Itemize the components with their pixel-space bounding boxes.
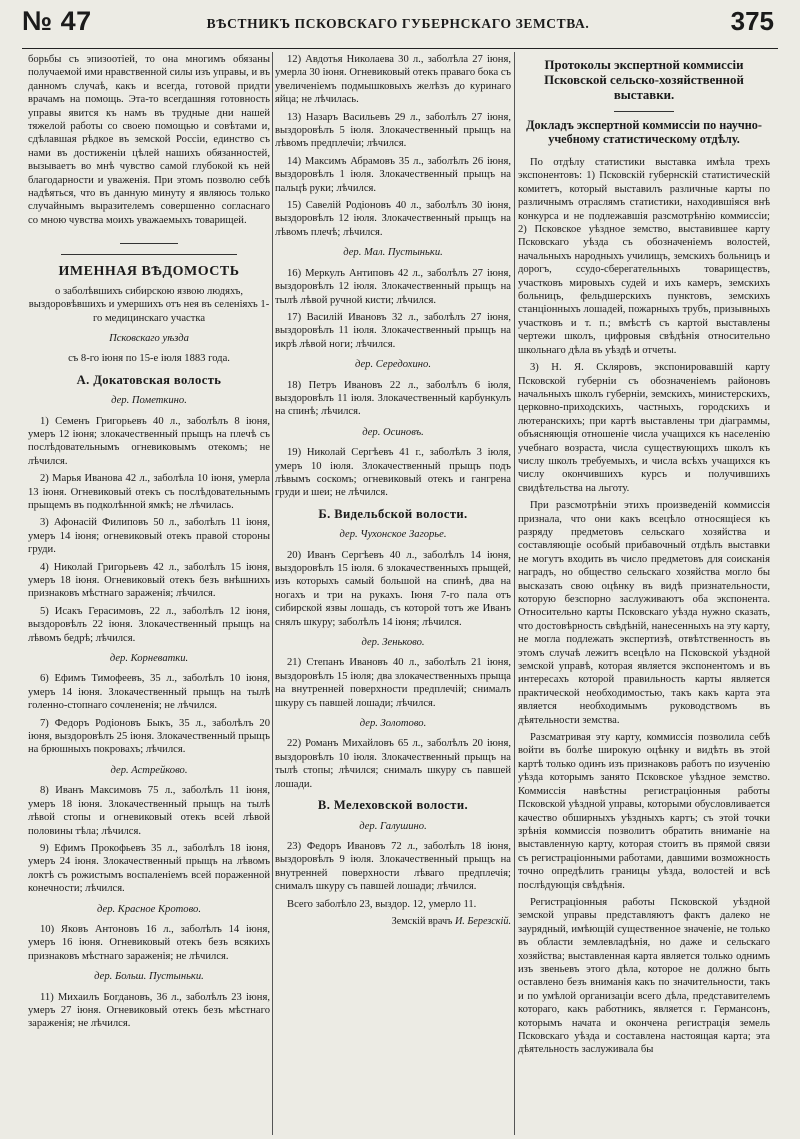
article-title: Протоколы экспертной коммиссіи Псковской сельско-хозяйственной выставки.: [544, 58, 744, 102]
district-label: Псковскаго уѣзда: [109, 332, 189, 344]
case-entry: 1) Семенъ Григорьевъ 40 л., заболѣлъ 8 іюня, умеръ 12 іюня; злокачественный прыщъ на плечѣ съ послѣдовательнымъ огневиковымъ отекомъ; не лѣчился.: [28, 415, 270, 467]
case-entry: 21) Степанъ Ивановъ 40 л., заболѣлъ 21 іюня, выздоровѣлъ 15 іюля; два злокачественныхъ прыща на внутренней поверхности предплечій; снималъ шкуру съ павшей лошади; лѣчился.: [275, 657, 511, 709]
section-subtitle: о заболѣвшихъ сибирскою язвою людяхъ, выздоровѣвшихъ и умершихъ отъ нея въ селеніяхъ 1-го медицинскаго участка: [28, 285, 270, 324]
signature: [275, 915, 511, 928]
case-entry: 2) Марья Иванова 42 л., заболѣла 10 іюня, умерла 13 іюня. Огневиковый отекъ съ послѣдовательнымъ прыщемъ въ подколѣнной ямкѣ; не лѣчилась.: [28, 473, 270, 511]
case-entry: 16) Меркулъ Антиповъ 42 л., заболѣлъ 27 іюня, выздоровѣлъ 12 іюля. Злокачественный прыщъ на тылѣ лѣвой ручной кисти; лѣчился.: [275, 267, 511, 306]
issue-number: № 47: [22, 6, 92, 36]
case-entry: 8) Иванъ Максимовъ 75 л., заболѣлъ 11 іюня, умеръ 18 іюня. Злокачественный прыщъ на тылѣ лѣвой стопы и огневиковый отекъ всей лѣвой половины тѣла; лѣчился.: [28, 785, 270, 837]
column-rule: [514, 52, 515, 1135]
column-left: [28, 53, 270, 1135]
case-entry: 6) Ефимъ Тимофеевъ, 35 л., заболѣлъ 10 іюня, умеръ 14 іюня. Злокачественный прыщъ на тылѣ голенно-стопнаго сочлененія; не лѣчился.: [28, 673, 270, 712]
case-entry: 10) Яковъ Антоновъ 16 л., заболѣлъ 14 іюня, умеръ 16 іюня. Огневиковый отекъ безъ всякихъ признаковъ мѣстнаго зараженія; не лѣчился.: [28, 923, 270, 962]
village-heading: дер. Больш. Пустыньки.: [94, 971, 204, 983]
village-heading: дер. Золотово.: [359, 718, 427, 730]
case-entry: 12) Авдотья Николаева 30 л., заболѣла 27 іюня, умерла 30 іюня. Огневиковый отекъ праваго бока съ увеличеніемъ подмышковыхъ желѣзъ до куринаго яйца; не лѣчилась.: [275, 54, 511, 106]
page-header: [22, 6, 774, 42]
village-heading: дер. Осиновъ.: [362, 426, 424, 438]
date-range: съ 8-го іюня по 15-е іюля 1883 года.: [68, 353, 230, 365]
column-rule: [272, 52, 273, 1135]
case-entry: 23) Федоръ Ивановъ 72 л., заболѣлъ 18 іюня, выздоровѣлъ 9 іюля. Злокачественный прыщъ на внутренней поверхности лѣваго предплечія; снималъ шкуру съ павшей лошади; лѣчился.: [275, 840, 511, 893]
signature-name: И. Березскій.: [454, 915, 511, 927]
header-rule: [22, 48, 778, 49]
totals-line: Всего заболѣло 23, выздор. 12, умерло 11.: [287, 898, 477, 910]
article-paragraph: 3) Н. Я. Скляровъ, экспонировавшій карту Псковской губерніи съ обозначеніемъ районовъ начальныхъ школъ губерніи, земскихъ, министерскихъ, церковно-приходскихъ, частныхъ, городскихъ и лютеранскихъ; при картѣ выставлены три діаграммы, объясняющія отношеніе числа учащихся къ населенію учебнаго возраста, числа существующихъ школъ къ числу школъ требуемыхъ, и числа всѣхъ учащихся къ числу окончившихъ курсъ и получившихъ свидѣтельства на льготу.: [518, 362, 770, 494]
section-title: ИМЕННАЯ ВѢДОМОСТЬ: [58, 264, 240, 280]
column-middle: [275, 53, 511, 1135]
intro-paragraph: борьбы съ эпизоотіей, то она многимъ обязаны получаемой ими нравственной силы изъ управы, и въ данномъ случаѣ, какъ и всегда, готовой придти врачамъ на помощь. Эта-то всегдашняя готовность управы явится къ намъ въ трудные дни нашей тяжелой работы со своею помощью и совѣтами и, сдѣлавшая рѣдкое въ земской Россіи, единство съ нами въ достиженіи цѣлей нашихъ обязанностей, вызываетъ во мнѣ чувство самой глубокой къ ней благодарности и уваженія. При этомъ позволю себѣ надѣяться, что въ данную минуту я являюсь только случайнымъ выразителемъ совершенно согласнаго со мною чувства моихъ уважаемыхъ товарищей.: [28, 54, 270, 226]
case-entry: 15) Савелій Родіоновъ 40 л., заболѣлъ 30 іюня, выздоровѣлъ 12 іюля. Злокачественный прыщъ на лѣвомъ плечѣ; лѣчился.: [275, 200, 511, 238]
village-heading: дер. Красное Кротово.: [97, 903, 201, 915]
village-heading: дер. Корневатки.: [109, 653, 189, 665]
column-right: [518, 53, 770, 1135]
case-entry: 18) Петръ Ивановъ 22 л., заболѣлъ 6 іюля, выздоровѣлъ 11 іюля. Злокачественный карбункулъ на спинѣ; лѣчился.: [275, 379, 511, 418]
case-entry: 17) Василій Ивановъ 32 л., заболѣлъ 27 іюня, выздоровѣлъ 11 іюля. Злокачественный прыщъ на икрѣ лѣвой ноги; лѣчился.: [275, 311, 511, 350]
case-entry: 22) Романъ Михайловъ 65 л., заболѣлъ 20 іюня, выздоровѣлъ 10 іюля. Злокачественный прыщъ на тылѣ стопы; лѣчился; снималъ шкуру съ павшей лошади.: [275, 738, 511, 790]
case-entry: 11) Михаилъ Богдановъ, 36 л., заболѣлъ 23 іюня, умеръ 27 іюня. Огневиковый отекъ безъ мѣстнаго зараженія; не лѣчился.: [28, 991, 270, 1030]
case-entry: 9) Ефимъ Прокофьевъ 35 л., заболѣлъ 18 іюня, умеръ 24 іюня. Злокачественный прыщъ на лѣвомъ локтѣ съ рожистымъ воспаленіемъ всей пораженной конечности; лѣчился.: [28, 842, 270, 895]
volost-heading: В. Мелеховской волости.: [317, 798, 469, 813]
case-entry: 20) Иванъ Сергѣевъ 40 л., заболѣлъ 14 іюня, выздоровѣлъ 15 іюля. 6 злокачественныхъ прыщей, изъ которыхъ самый большой на спинѣ, два на ногахъ и три на рукахъ. Іюня 7-го пала отъ сибирской язвы лошадь, съ которой тотъ же Иванъ снялъ шкуру; заболѣлъ 14 іюня; лѣчился.: [275, 549, 511, 628]
village-heading: дер. Середохино.: [354, 359, 431, 371]
case-entry: 19) Николай Сергѣевъ 41 г., заболѣлъ 3 іюля, умеръ 10 іюля. Злокачественный прыщъ подъ лѣвымъ соскомъ; огневиковый отекъ и гангрена груди и шеи; не лѣчился.: [275, 447, 511, 499]
case-entry: 14) Максимъ Абрамовъ 35 л., заболѣлъ 26 іюня, выздоровѣлъ 1 іюля. Злокачественный прыщъ на пальцѣ руки; лѣчился.: [275, 155, 511, 194]
section-divider: [61, 254, 237, 255]
page-number: 375: [730, 6, 774, 36]
case-entry: 13) Назаръ Васильевъ 29 л., заболѣлъ 27 іюня, выздоровѣлъ 5 іюля. Злокачественный прыщъ на лѣвомъ предплечіи; лѣчился.: [275, 111, 511, 150]
volost-heading: Б. Видельбской волости.: [318, 506, 468, 521]
article-paragraph: При разсмотрѣніи этихъ произведеній коммиссія признала, что они какъ всецѣло относящіеся къ разряду предметовъ сельскаго хозяйства и составляющіе особый прибавочный отдѣлъ выставки не могутъ входить въ число предметовъ для соисканія наградъ, но общество сельскаго хозяйства могло бы высказать свою оцѣнку въ видѣ признательности, которую безспорно заслуживаютъ оба экспонента. Относительно карты Псковскаго уѣзда нужно сказать, что достовѣрность свѣдѣній, нанесенныхъ на эту карту, не могла подлежать экспертизѣ, отвѣтственность въ этомъ случаѣ лежитъ всецѣло на Псковской уѣздной земской управѣ, которая является экспонентомъ и въ интересахъ которой правильность карты является практической необходимостью, такъ какъ карта эта является необходимымъ руководствомъ въ дѣятельности земства.: [518, 500, 770, 726]
village-heading: дер. Галушино.: [359, 820, 427, 832]
article-paragraph: Разсматривая эту карту, коммиссія позволила себѣ войти въ болѣе широкую оцѣнку и видѣть въ этой картѣ только одинъ изъ признаковъ работъ по изученію уѣзда которымъ занято Псковское уѣздное земство. Коммиссія навѣстны регистраціонныя работы Псковской уѣздной управы, которыми обусловливается качество обширныхъ уѣздныхъ картъ; съ этой точки зрѣнія коммиссія позволитъ обратить вниманіе на выставленную карту, которая стоитъ въ прямой связи съ регистраціонными работами, давшими возможность точно опредѣлить границы уѣзда, волостей и всѣ послѣдующія свѣдѣнія.: [518, 732, 770, 891]
article-paragraph: Регистраціонныя работы Псковской уѣздной земской управы представляютъ фактъ далеко не заурядный, имѣющій существенное значеніе, не только въ области землевладѣнія, но даже и сельскаго хозяйства; выставленная карта является только однимъ изъ звеньевъ этого дѣла, которое не должно быть оставлено безъ вниманія какъ по значительности, такъ и по умѣлой организаціи всего дѣла, представителемъ котораго, какъ работникъ, является г. Германсонъ, которымъ начата и окончена регистрація земель Псковскаго уѣзда и составлена настоящая карта; эта дѣятельность заслуживала бы: [518, 896, 770, 1056]
case-entry: 5) Исакъ Герасимовъ, 22 л., заболѣлъ 12 іюня, выздоровѣлъ 22 іюня. Злокачественный прыщъ на лѣвомъ бедрѣ; лѣчился.: [28, 605, 270, 644]
section-divider: [120, 243, 178, 244]
case-entry: 7) Федоръ Родіоновъ Быкъ, 35 л., заболѣлъ 20 іюня, выздоровѣлъ 25 іюня. Злокачественный прыщъ на брюшныхъ покровахъ; лѣчился.: [28, 717, 270, 756]
case-entry: 3) Афонасій Филиповъ 50 л., заболѣлъ 11 іюня, умеръ 14 іюня; огневиковый отекъ правой стороны груди.: [28, 517, 270, 556]
article-subtitle: Докладъ экспертной коммиссіи по научно-учебному статистическому отдѣлу.: [526, 118, 762, 146]
volost-heading: А. Докатовская волость: [76, 372, 222, 387]
running-title: ВѢСТНИКЪ ПСКОВСКАГО ГУБЕРНСКАГО ЗЕМСТВА.: [206, 16, 590, 31]
village-heading: дер. Астрейково.: [110, 764, 188, 776]
village-heading: дер. Мал. Пустыньки.: [343, 247, 443, 259]
article-paragraph: По отдѣлу статистики выставка имѣла трехъ экспонентовъ: 1) Псковскій губернскій статистическій комитетъ, который выставилъ различные карты по различнымъ отраслямъ статистики, находившіяся внѣ конкурса и не подлежавшія разсмотрѣнію коммиссіи; 2) Псковское уѣздное земство, выставившее карту Псковскаго уѣзда съ обозначеніемъ волостей, начальныхъ народныхъ училищъ, земскихъ больницъ и дорогъ, ссудо-сберегательныхъ товариществъ, участковъ мировыхъ судей и ихъ камеръ, земскихъ больницъ, фельдшерскихъ пунктовъ, земскихъ станціонныхъ лошадей, пожарныхъ трубъ, призывныхъ участковъ и т. п.; вмѣстѣ съ картой выставлены чертежи школъ, цифровыя свѣдѣнія относительно школьнаго дѣла въ уѣздѣ и отчеты.: [518, 157, 770, 356]
case-entry: 4) Николай Григорьевъ 42 л., заболѣлъ 15 іюня, умеръ 18 іюня. Огневиковый отекъ безъ внѣшнихъ признаковъ мѣстнаго зараженія; лѣчился.: [28, 561, 270, 600]
village-heading: дер. Чухонское Загорье.: [339, 529, 447, 541]
signature-label: Земскій врачъ: [391, 915, 453, 927]
section-divider: [614, 111, 674, 112]
village-heading: дер. Зеньково.: [361, 637, 425, 649]
village-heading: дер. Пометкино.: [111, 395, 187, 407]
